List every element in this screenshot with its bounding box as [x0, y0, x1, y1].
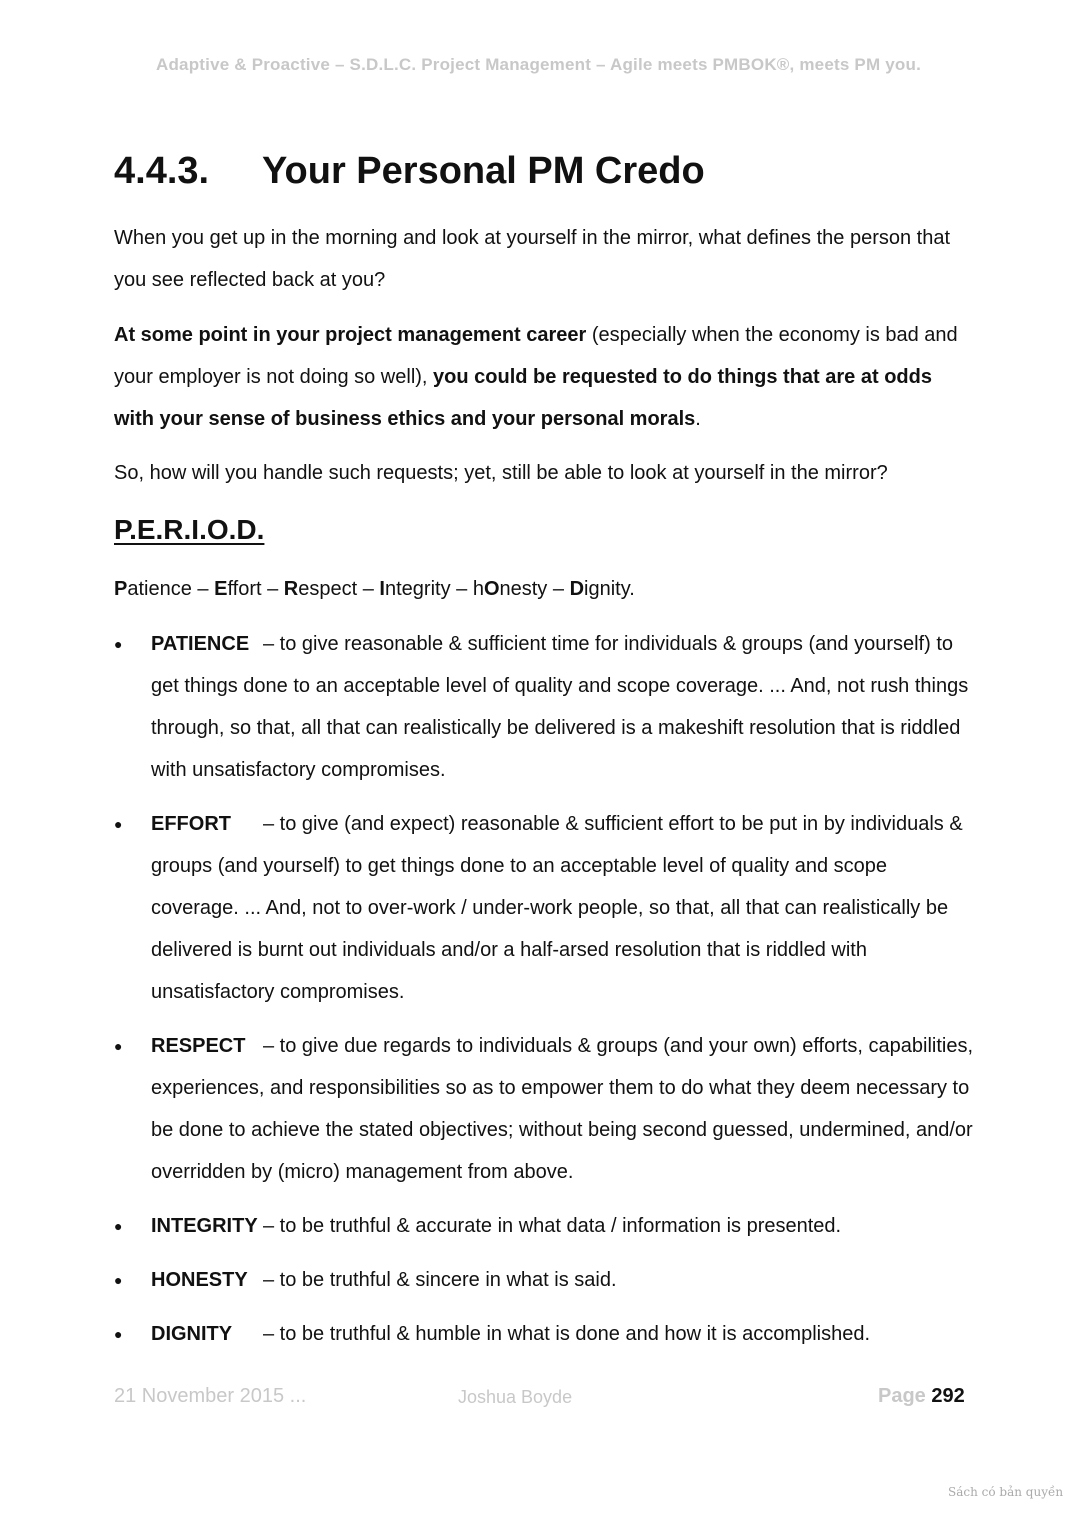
- acronym-letter: D: [569, 578, 585, 600]
- acronym-separator: – h: [450, 578, 484, 600]
- bullet-icon: ●: [114, 816, 123, 832]
- list-term: DIGNITY: [151, 1323, 233, 1345]
- footer-page: [878, 1385, 965, 1408]
- list-desc: – to be truthful & sincere in what is said.: [263, 1269, 617, 1291]
- list-desc: – to be truthful & accurate in what data / information is presented.: [263, 1215, 842, 1237]
- list-desc: – to give due regards to individuals & groups (and your own) efforts, capabilities, experiences, and responsibilities so as to empower them to do what they deem necessary to be done to achieve the stated objectives; without being second guessed, undermined, and/or overridden by (micro) management from above.: [151, 1035, 974, 1183]
- section-number: 4.4.3.: [114, 150, 210, 192]
- list-item: [114, 1205, 974, 1247]
- copyright-watermark: Sách có bản quyền: [948, 1485, 1064, 1499]
- ethics-text-2: .: [695, 408, 701, 430]
- list-desc: – to give reasonable & sufficient time for individuals & groups (and yourself) to get things done to an acceptable level of quality and scope coverage. ... And, not rush things through, so that, all that can realistically be delivered is a makeshift resolution that is riddled with unsatisfactory compromises.: [151, 633, 969, 781]
- bullet-icon: ●: [114, 1038, 123, 1054]
- list-term: HONESTY: [151, 1269, 248, 1291]
- list-item: [114, 1313, 974, 1355]
- list-term: PATIENCE: [151, 633, 250, 655]
- acronym-letter: P: [114, 578, 128, 600]
- list-term: RESPECT: [151, 1035, 246, 1057]
- list-item: [114, 803, 974, 1013]
- acronym-separator: –: [191, 578, 215, 600]
- footer-date: 21 November 2015 ...: [114, 1385, 307, 1407]
- period-heading: P.E.R.I.O.D.: [114, 514, 265, 545]
- list-desc: – to give (and expect) reasonable & sufficient effort to be put in by individuals & groups (and yourself) to get things done to an acceptable level of quality and scope coverage. ... And, not to over-work / under-work people, so that, all that can realistically be delivered is burnt out individuals and/or a half-arsed resolution that is riddled with unsatisfactory compromises.: [151, 813, 963, 1003]
- bullet-icon: ●: [114, 1326, 123, 1342]
- ethics-paragraph: [114, 314, 974, 440]
- acronym-rest: ignity.: [584, 578, 635, 600]
- bullet-icon: ●: [114, 636, 123, 652]
- list-desc: – to be truthful & humble in what is done and how it is accomplished.: [263, 1323, 871, 1345]
- ethics-bold-1: At some point in your project management career: [114, 324, 587, 346]
- period-acronym-line: [114, 569, 635, 609]
- acronym-letter: O: [483, 578, 500, 600]
- acronym-rest: ffort: [227, 578, 262, 600]
- acronym-letter: I: [379, 578, 385, 600]
- page-label: Page: [878, 1385, 926, 1407]
- running-header: Adaptive & Proactive – S.D.L.C. Project Management – Agile meets PMBOK®, meets PM you.: [155, 55, 922, 74]
- acronym-separator: –: [357, 578, 380, 600]
- list-term: EFFORT: [151, 813, 231, 835]
- ethics-bold-2: you could be requested to do things that are at odds with your sense of business ethics and your personal morals: [114, 366, 932, 430]
- acronym-rest: espect: [298, 578, 358, 600]
- ethics-text-1: (especially when the economy is bad and your employer is not doing so well),: [114, 324, 958, 388]
- list-item: [114, 1259, 974, 1301]
- footer-author: Joshua Boyde: [458, 1387, 573, 1407]
- acronym-rest: ntegrity: [384, 578, 451, 600]
- section-heading: [114, 150, 705, 193]
- list-term: INTEGRITY: [151, 1215, 258, 1237]
- section-title: Your Personal PM Credo: [262, 150, 705, 192]
- bullet-icon: ●: [114, 1272, 123, 1288]
- period-list: [114, 623, 974, 1367]
- intro-paragraph: When you get up in the morning and look at yourself in the mirror, what defines the person that you see reflected back at you?: [114, 227, 951, 291]
- bullet-icon: ●: [114, 1218, 123, 1234]
- question-paragraph: So, how will you handle such requests; yet, still be able to look at yourself in the mirror?: [114, 462, 888, 484]
- acronym-letter: E: [214, 578, 228, 600]
- page-number: 292: [931, 1385, 965, 1407]
- list-item: [114, 623, 974, 791]
- acronym-separator: –: [547, 578, 570, 600]
- acronym-rest: nesty: [499, 578, 548, 600]
- list-item: [114, 1025, 974, 1193]
- acronym-rest: atience: [127, 578, 192, 600]
- acronym-separator: –: [261, 578, 284, 600]
- acronym-letter: R: [283, 578, 299, 600]
